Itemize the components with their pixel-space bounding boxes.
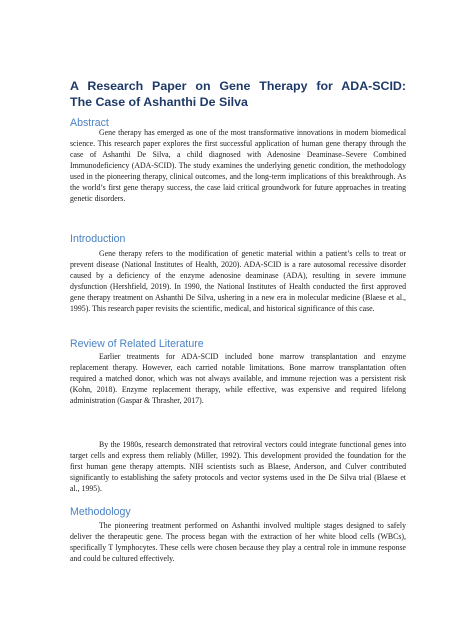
paper-title-line-1: A Research Paper on Gene Therapy for ADA-SCID: [70,79,406,93]
literature-review-paragraph-2: By the 1980s, research demonstrated that retroviral vectors could integrate functional genes into target cells and express them reliably (Miller, 1992). This development provided the foundation for the first human gene therapy attempts. NIH scientists such as Blaese, Anderson, and Culver contributed significantly to establishing the safety protocols and vector systems used in the De Silva trial (Blaese et al., 1995). [70,440,406,493]
abstract-heading: Abstract [70,117,109,129]
introduction-heading: Introduction [70,233,126,245]
literature-review-paragraph-1: Earlier treatments for ADA-SCID included bone marrow transplantation and enzyme replacement therapy. However, each carried notable limitations. Bone marrow transplantation often required a matched donor, which was not always available, and immune rejection was a persistent risk (Kohn, 2018). Enzyme replacement therapy, while effective, was expensive and required lifelong administration (Gaspar & Thrasher, 2017). [70,352,406,405]
introduction-paragraph: Gene therapy refers to the modification of genetic material within a patient’s cells to treat or prevent disease (National Institutes of Health, 2020). ADA-SCID is a rare autosomal recessive disorder caused by a deficiency of the enzyme adenosine deaminase (ADA), resulting in severe immune dysfunction (Hershfield, 2019). In 1990, the National Institutes of Health conducted the first approved gene therapy treatment on Ashanthi De Silva, ushering in a new era in molecular medicine (Blaese et al., 1995). This research paper revisits the scientific, medical, and historical significance of this case. [70,249,406,313]
methodology-heading: Methodology [70,506,131,518]
methodology-paragraph: The pioneering treatment performed on Ashanthi involved multiple stages designed to safely deliver the therapeutic gene. The process began with the extraction of her white blood cells (WBCs), specifically T lymphocytes. These cells were chosen because they play a central role in immune response and could be cultured effectively. [70,521,406,563]
literature-review-heading: Review of Related Literature [70,338,204,350]
paper-title [70,78,406,110]
paper-title-line-2: The Case of Ashanthi De Silva [70,95,248,109]
abstract-paragraph: Gene therapy has emerged as one of the most transformative innovations in modern biomedical science. This research paper explores the first successful application of human gene therapy through the case of Ashanthi De Silva, a child diagnosed with Adenosine Deaminase–Severe Combined Immunodeficiency (ADA-SCID). The study examines the underlying genetic condition, the methodology used in the pioneering therapy, clinical outcomes, and the long-term implications of this breakthrough. As the world’s first gene therapy success, the case laid critical groundwork for future approaches in treating genetic disorders. [70,128,406,203]
